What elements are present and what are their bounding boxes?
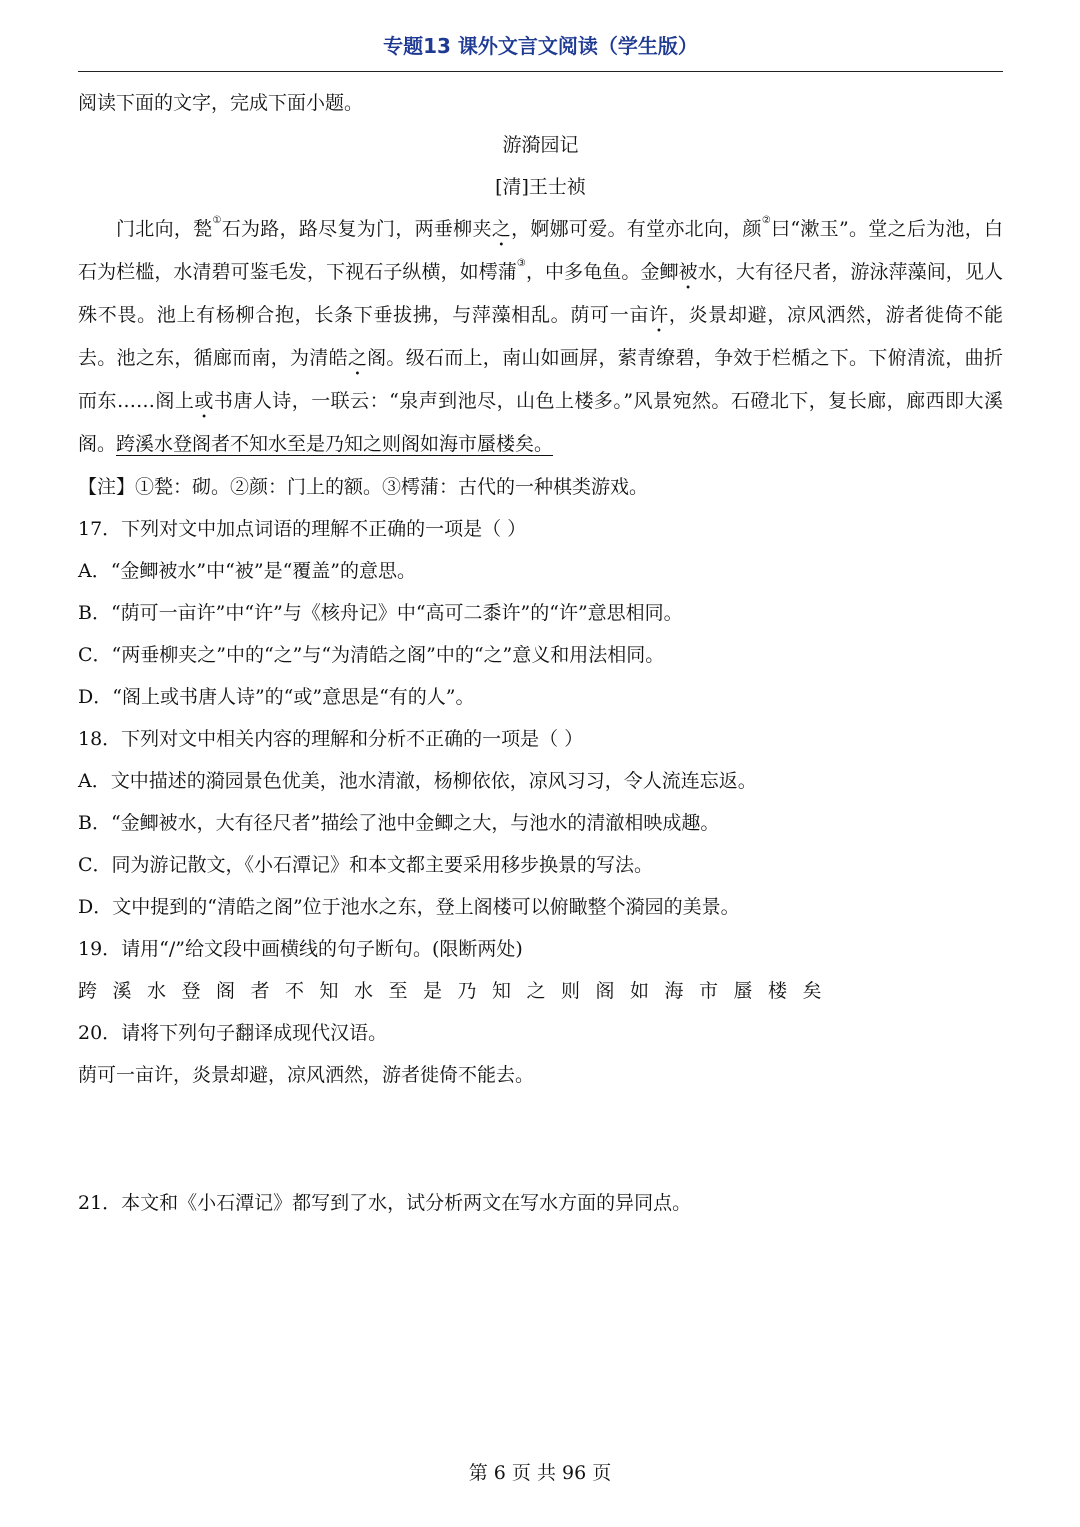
dotted-word: 被 xyxy=(678,261,698,283)
question-18-option-c: C．同为游记散文，《小石潭记》和本文都主要采用移步换景的写法。 xyxy=(78,853,654,876)
passage-author: [清]王士祯 xyxy=(495,176,586,198)
question-18-option-b: B．“金鲫被水，大有径尺者”描绘了池中金鲫之大，与池水的清澈相映成趣。 xyxy=(78,811,720,834)
answer-space xyxy=(78,1096,1003,1182)
question-17: 17．下列对文中加点词语的理解不正确的一项是（ ） xyxy=(78,517,527,540)
dotted-word: 之 xyxy=(347,347,368,369)
header-divider xyxy=(78,71,1003,72)
document-body xyxy=(78,82,1003,1224)
footnote-note: 【注】①甃：砌。②颜：门上的额。③樗蒲：古代的一种棋类游戏。 xyxy=(78,475,649,498)
question-19: 19．请用“/”给文段中画横线的句子断句。(限断两处) xyxy=(78,937,523,960)
passage-fragment: 阁。级石而上，南山如画屏，萦青缭碧，争效于栏楯之下。下俯清流，曲折而东……阁上 xyxy=(78,347,1003,412)
question-18-option-d: D．文中提到的“清皓之阁”位于池水之东，登上阁楼可以俯瞰整个漪园的美景。 xyxy=(78,895,740,918)
question-19-sentence: 跨溪水登阁者不知水至是乃知之则阁如海市蜃楼矣 xyxy=(78,979,838,1002)
dotted-word: 或 xyxy=(194,390,214,412)
question-17-option-d: D．“阁上或书唐人诗”的“或”意思是“有的人”。 xyxy=(78,685,475,708)
question-20-sentence: 荫可一亩许，炎景却避，凉风洒然，游者徙倚不能去。 xyxy=(78,1063,535,1086)
passage-fragment: 水，大有径尺者，游泳萍藻间，见人殊不畏。池上有杨柳合抱，长条下垂拔拂，与萍藻相乱。荫可一亩 xyxy=(78,261,1003,326)
footnote-marker: ② xyxy=(761,215,772,226)
underlined-sentence: 跨溪水登阁者不知水至是乃知之则阁如海市蜃楼矣。 xyxy=(116,433,554,455)
question-18-option-a: A．文中描述的漪园景色优美，池水清澈，杨柳依依，凉风习习，令人流连忘返。 xyxy=(78,769,757,792)
passage-fragment: ，中多龟鱼。金鲫 xyxy=(525,261,679,283)
instruction: 阅读下面的文字，完成下面小题。 xyxy=(78,92,364,114)
footnote-marker: ③ xyxy=(516,258,526,269)
question-21: 21．本文和《小石潭记》都写到了水，试分析两文在写水方面的异同点。 xyxy=(78,1191,692,1214)
question-17-option-a: A．“金鲫被水”中“被”是“覆盖”的意思。 xyxy=(78,559,417,582)
passage-fragment: ，炎景却避，凉风洒然，游者徙倚不能去。池之东，循廊而南，为清皓 xyxy=(78,304,1003,369)
passage-fragment: 曰“漱玉”。堂之后为池，白石为栏槛，水清碧可鉴毛发，下视石子纵横，如樗蒲 xyxy=(78,218,1003,283)
page-number: 第 6 页 共 96 页 xyxy=(468,1462,612,1484)
footnote-marker: ① xyxy=(212,215,222,226)
passage-fragment: 门北向，甃 xyxy=(116,218,213,240)
passage-title: 游漪园记 xyxy=(502,134,579,156)
dotted-word: 许 xyxy=(649,304,669,326)
page-header-title: 专题13 课外文言文阅读（学生版） xyxy=(383,34,698,58)
question-18: 18．下列对文中相关内容的理解和分析不正确的一项是（ ） xyxy=(78,727,584,750)
question-17-option-b: B．“荫可一亩许”中“许”与《核舟记》中“高可二黍许”的“许”意思相同。 xyxy=(78,601,683,624)
question-17-option-c: C．“两垂柳夹之”中的“之”与“为清皓之阁”中的“之”意义和用法相同。 xyxy=(78,643,665,666)
passage-fragment: ，婀娜可爱。有堂亦北向，颜 xyxy=(511,218,762,240)
passage-fragment: 石为路，路尽复为门，两垂柳夹 xyxy=(221,218,492,240)
passage-fragment: 书唐人诗，一联云：“泉声到池尽，山色上楼多。”风景宛然。石磴北下，复长廊，廊西即大溪阁。 xyxy=(78,390,1003,455)
question-20: 20．请将下列句子翻译成现代汉语。 xyxy=(78,1021,388,1044)
dotted-word: 之 xyxy=(491,218,512,240)
passage-text xyxy=(78,208,1003,466)
